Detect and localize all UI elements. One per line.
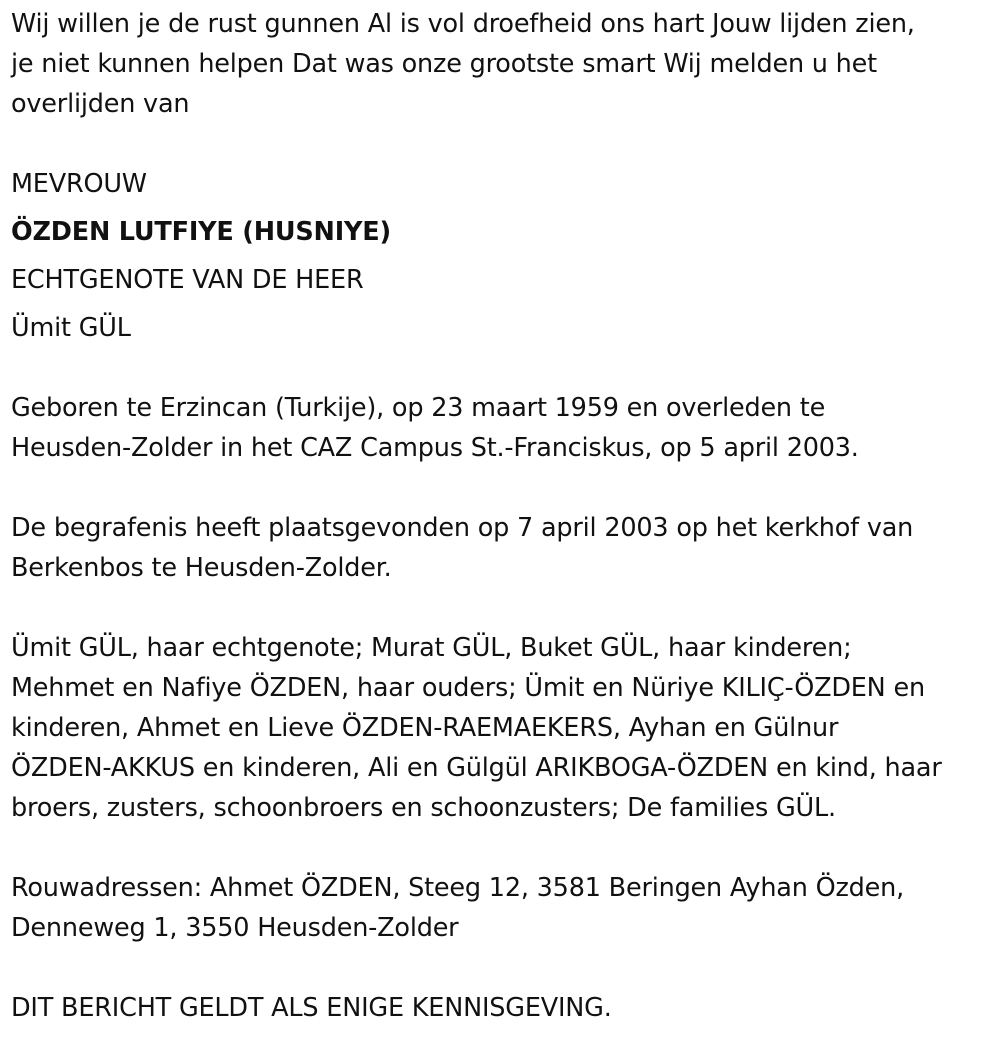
deceased-relation: ECHTGENOTE VAN DE HEER [11,265,364,295]
deceased-block [11,164,986,348]
birth-death-line: Heusden-Zolder in het CAZ Campus St.-Franciskus, op 5 april 2003. [11,433,859,463]
obituary-document [11,4,986,1028]
funeral-line: De begrafenis heeft plaatsgevonden op 7 april 2003 op het kerkhof van [11,513,914,543]
birth-death-line: Geboren te Erzincan (Turkije), op 23 maart 1959 en overleden te [11,393,826,423]
deceased-spouse: Ümit GÜL [11,313,131,343]
closing-text: DIT BERICHT GELDT ALS ENIGE KENNISGEVING. [11,993,612,1023]
family-line: ÖZDEN-AKKUS en kinderen, Ali en Gülgül ARIKBOGA-ÖZDEN en kind, haar [11,753,942,783]
family-line: broers, zusters, schoonbroers en schoonzusters; De families GÜL. [11,793,836,823]
addresses-paragraph [11,868,986,948]
funeral-paragraph [11,508,986,588]
birth-death-paragraph [11,388,986,468]
family-line: kinderen, Ahmet en Lieve ÖZDEN-RAEMAEKERS, Ayhan en Gülnur [11,713,839,743]
address-line: Rouwadressen: Ahmet ÖZDEN, Steeg 12, 3581 Beringen Ayhan Özden, [11,873,904,903]
poem-paragraph [11,4,986,124]
family-line: Mehmet en Nafiye ÖZDEN, haar ouders; Ümit en Nüriye KILIÇ-ÖZDEN en [11,673,925,703]
poem-line: overlijden van [11,89,190,119]
deceased-title: MEVROUW [11,169,147,199]
funeral-line: Berkenbos te Heusden-Zolder. [11,553,392,583]
poem-line: Wij willen je de rust gunnen Al is vol droefheid ons hart Jouw lijden zien, [11,9,915,39]
family-line: Ümit GÜL, haar echtgenote; Murat GÜL, Buket GÜL, haar kinderen; [11,633,852,663]
family-paragraph [11,628,986,828]
address-line: Denneweg 1, 3550 Heusden-Zolder [11,913,459,943]
deceased-name: ÖZDEN LUTFIYE (HUSNIYE) [11,217,391,247]
closing-notice [11,988,986,1028]
poem-line: je niet kunnen helpen Dat was onze grootste smart Wij melden u het [11,49,877,79]
